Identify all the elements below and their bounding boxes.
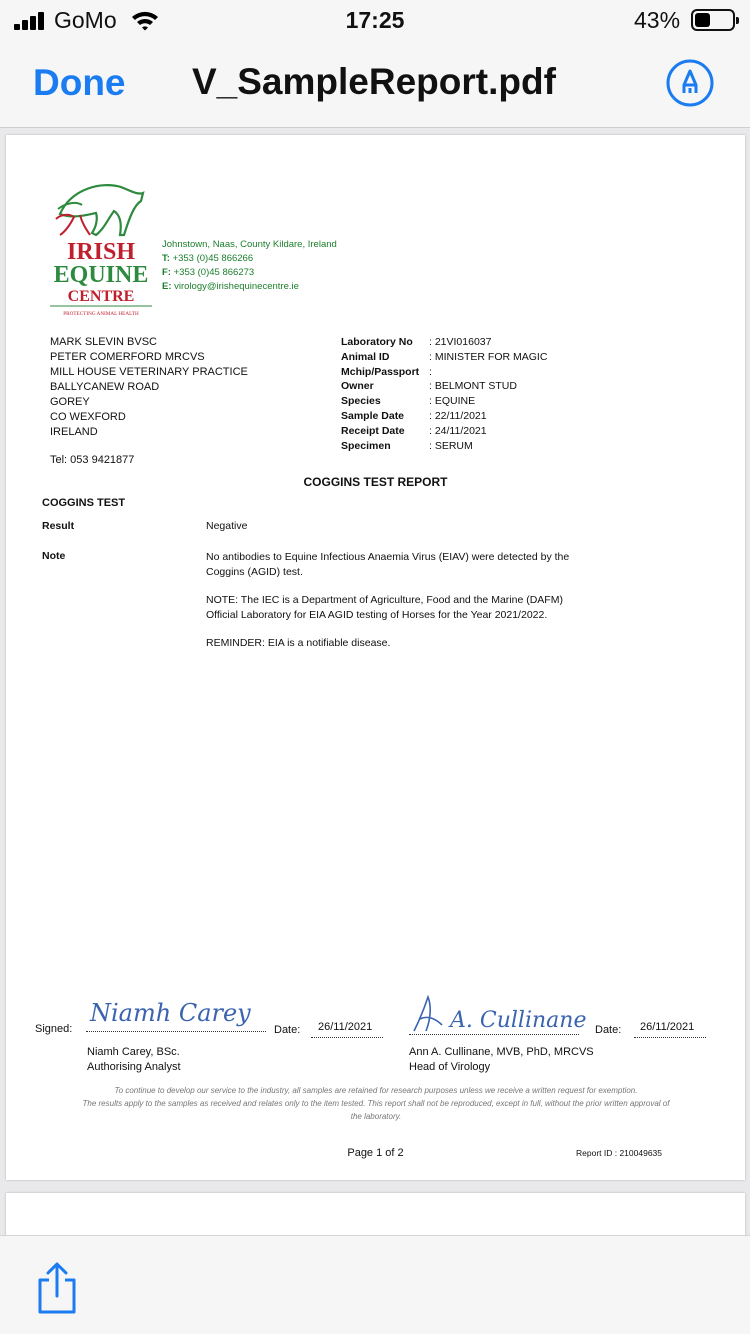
lab-detail-row	[341, 409, 547, 424]
lab-detail-value: : 22/11/2021	[429, 409, 487, 422]
email-key: E:	[162, 281, 172, 292]
logo-text-centre: CENTRE	[67, 288, 135, 305]
signature-2-script: A. Cullinane	[450, 1008, 586, 1033]
disclaimer-line: The results apply to the samples as received and relates only to the item tested. This report shall not be reproduced, except in full, without the prior written approval of the laboratory.	[82, 1099, 670, 1121]
signature-ann-cullinane	[406, 991, 586, 1035]
bottom-toolbar	[0, 1235, 750, 1334]
lab-detail-key: Species	[341, 395, 381, 408]
result-value: Negative	[206, 520, 248, 532]
signer-role: Authorising Analyst	[87, 1061, 181, 1073]
signature-line	[409, 1034, 579, 1035]
lab-detail-key: Owner	[341, 380, 374, 393]
recipient-line: MARK SLEVIN BVSC	[50, 336, 157, 348]
note-paragraph: NOTE: The IEC is a Department of Agriculture, Food and the Marine (DAFM) Official Laboratory for EIA AGID testing of Horses for the Year 2021/2022.	[206, 594, 563, 621]
signer-name: Niamh Carey, BSc.	[87, 1046, 180, 1058]
signer-name: Ann A. Cullinane, MVB, PhD, MRCVS	[409, 1046, 594, 1058]
status-time: 17:25	[345, 7, 405, 33]
signed-label: Signed:	[35, 1023, 73, 1035]
note-body	[206, 550, 586, 664]
signer-2	[409, 1045, 594, 1075]
lab-detail-key: Specimen	[341, 439, 391, 452]
note-label: Note	[42, 550, 66, 562]
lab-phone: +353 (0)45 866266	[172, 253, 254, 264]
lab-fax: +353 (0)45 866273	[173, 267, 255, 278]
lab-detail-key: Animal ID	[341, 350, 390, 363]
lab-detail-row	[341, 379, 547, 394]
markup-pen-icon[interactable]	[665, 58, 715, 108]
phone-key: T:	[162, 253, 170, 264]
recipient-tel: Tel: 053 9421877	[50, 454, 135, 466]
report-title: COGGINS TEST REPORT	[303, 475, 448, 489]
date-label: Date:	[274, 1024, 301, 1036]
lab-detail-value: : SERUM	[429, 439, 473, 452]
status-bar	[0, 0, 750, 40]
lab-detail-value: : BELMONT STUD	[429, 380, 517, 393]
share-icon[interactable]	[34, 1262, 80, 1316]
lab-detail-row	[341, 335, 547, 350]
recipient-line: PETER COMERFORD MRCVS	[50, 351, 205, 363]
signature-1-script: Niamh Carey	[90, 999, 251, 1027]
lab-contact-details	[162, 238, 337, 294]
recipient-line: GOREY	[50, 396, 90, 408]
report-id: Report ID : 210049635	[576, 1148, 663, 1158]
note-paragraph: REMINDER: EIA is a notifiable disease.	[206, 637, 391, 649]
lab-detail-row	[341, 350, 547, 365]
lab-detail-key: Receipt Date	[341, 424, 405, 437]
logo-tagline: PROTECTING ANIMAL HEALTH	[63, 311, 139, 317]
date-line	[634, 1037, 706, 1038]
battery-nub	[736, 17, 739, 24]
signature-date: 26/11/2021	[318, 1021, 373, 1033]
lab-detail-value: : MINISTER FOR MAGIC	[429, 350, 548, 363]
lab-email: virology@irishequinecentre.ie	[174, 281, 299, 292]
lab-details	[341, 335, 547, 453]
lab-detail-row	[341, 424, 547, 439]
recipient-line: MILL HOUSE VETERINARY PRACTICE	[50, 366, 248, 378]
battery-percentage: 43%	[634, 7, 681, 33]
lab-detail-value: : EQUINE	[429, 395, 476, 408]
signer-role: Head of Virology	[409, 1061, 491, 1073]
document-title: V_SampleReport.pdf	[192, 61, 556, 102]
signature-niamh-carey	[86, 991, 266, 1031]
lab-detail-row	[341, 439, 547, 454]
signer-1	[87, 1045, 181, 1075]
recipient-line: IRELAND	[50, 426, 98, 438]
note-paragraph: No antibodies to Equine Infectious Anaemia Virus (EIAV) were detected by the Coggins (AGID) test.	[206, 551, 570, 578]
pdf-page-1	[6, 135, 745, 1180]
logo-text-equine: EQUINE	[53, 262, 149, 288]
lab-detail-value: : 24/11/2021	[429, 424, 487, 437]
irish-equine-centre-logo	[46, 179, 156, 319]
logo-text-irish: IRISH	[66, 239, 136, 265]
lab-detail-key: Laboratory No	[341, 336, 413, 348]
lab-detail-key: Mchip/Passport	[341, 365, 420, 378]
lab-detail-value: : 21VI016037	[429, 336, 492, 348]
fax-key: F:	[162, 267, 171, 278]
pdf-viewer[interactable]	[0, 129, 750, 1235]
date-line	[311, 1037, 383, 1038]
carrier-name: GoMo	[54, 7, 117, 33]
date-label: Date:	[595, 1024, 622, 1036]
lab-detail-value: :	[429, 365, 432, 378]
battery-icon	[691, 9, 735, 31]
lab-detail-row	[341, 365, 547, 380]
result-label: Result	[42, 520, 75, 532]
signature-line	[86, 1031, 266, 1032]
lab-detail-row	[341, 394, 547, 409]
done-button[interactable]: Done	[33, 62, 126, 103]
recipient-address	[50, 335, 248, 440]
lab-detail-key: Sample Date	[341, 409, 405, 422]
disclaimer-line: To continue to develop our service to the industry, all samples are retained for research purposes unless we receive a written request for exemption.	[114, 1086, 638, 1095]
pdf-page-2	[6, 1193, 745, 1235]
lab-address: Johnstown, Naas, County Kildare, Ireland	[162, 239, 337, 250]
signature-date: 26/11/2021	[640, 1021, 695, 1033]
page-number: Page 1 of 2	[347, 1147, 404, 1159]
section-heading: COGGINS TEST	[42, 497, 126, 509]
battery-fill	[695, 13, 710, 27]
disclaimer	[76, 1084, 676, 1123]
recipient-line: BALLYCANEW ROAD	[50, 381, 160, 393]
recipient-line: CO WEXFORD	[50, 411, 126, 423]
navigation-bar	[0, 40, 750, 128]
